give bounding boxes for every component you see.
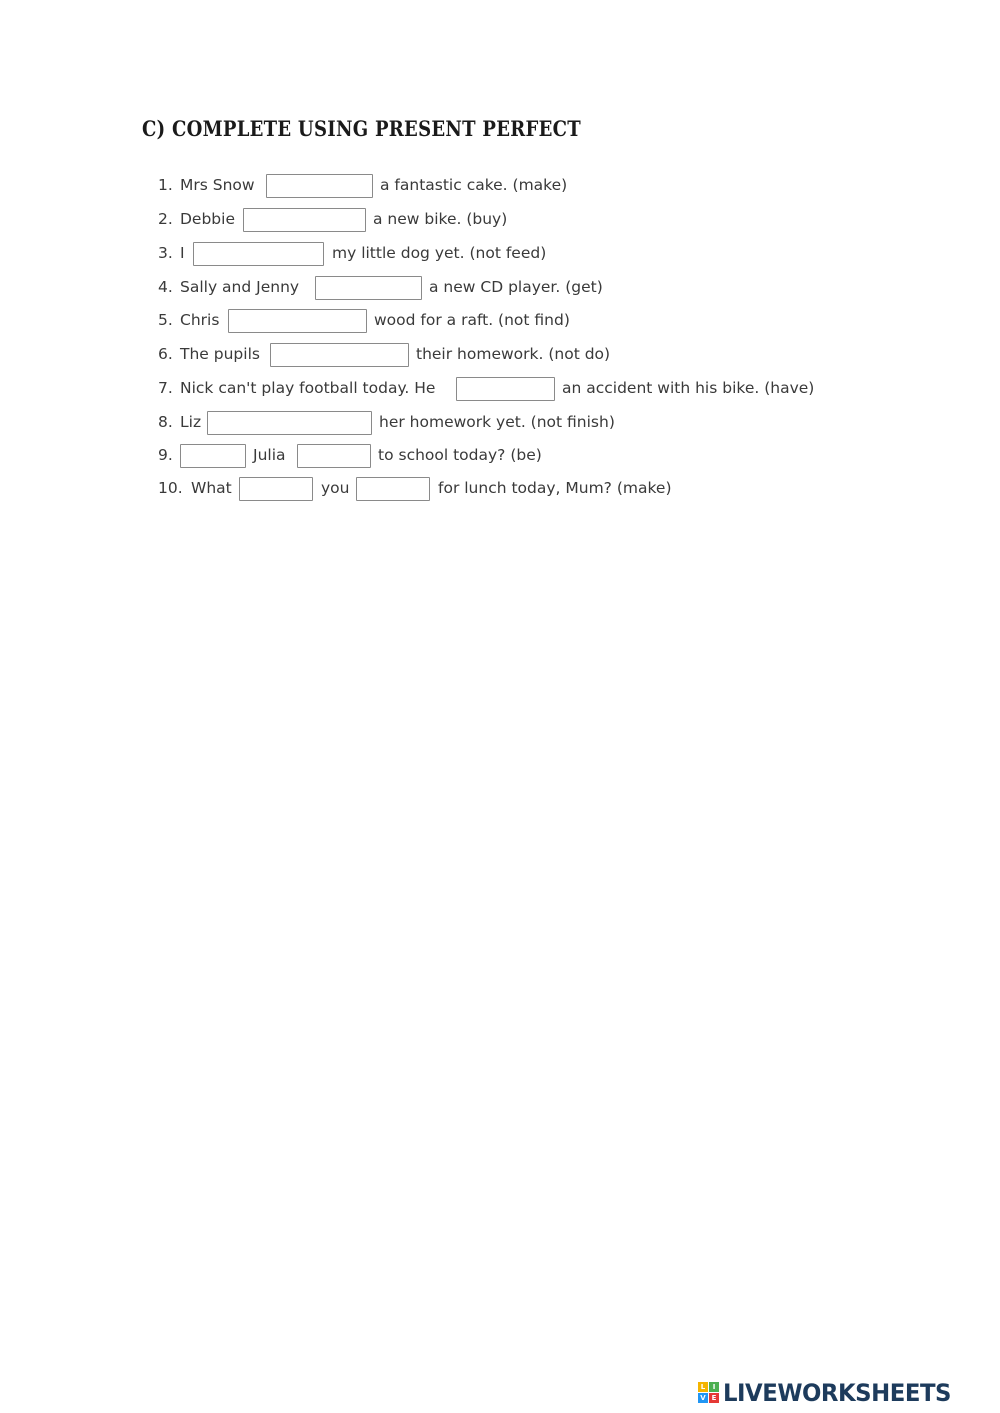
- item-text: Mrs Snow: [180, 176, 255, 194]
- answer-input-7[interactable]: [456, 377, 555, 401]
- worksheet-title: C) COMPLETE USING PRESENT PERFECT: [142, 116, 581, 141]
- answer-input-8[interactable]: [207, 411, 372, 435]
- exercise-item-3: [0, 242, 1000, 268]
- item-number: 5.: [158, 311, 173, 329]
- item-number: 3.: [158, 244, 173, 262]
- item-text: I: [180, 244, 185, 262]
- answer-input-5[interactable]: [228, 309, 367, 333]
- item-text: you: [321, 479, 350, 497]
- item-text: Julia: [253, 446, 286, 464]
- answer-input-2[interactable]: [243, 208, 366, 232]
- item-number: 10.: [158, 479, 183, 497]
- item-number: 7.: [158, 379, 173, 397]
- item-number: 9.: [158, 446, 173, 464]
- item-text: Nick can't play football today. He: [180, 379, 436, 397]
- answer-input-6[interactable]: [270, 343, 409, 367]
- exercise-item-8: [0, 411, 1000, 437]
- item-text: Sally and Jenny: [180, 278, 300, 296]
- item-number: 4.: [158, 278, 173, 296]
- exercise-item-7: [0, 377, 1000, 403]
- item-text: a new bike. (buy): [373, 210, 508, 228]
- exercise-item-10: [0, 477, 1000, 503]
- item-number: 8.: [158, 413, 173, 431]
- answer-input-9a[interactable]: [180, 444, 246, 468]
- exercise-item-9: [0, 444, 1000, 470]
- answer-input-10b[interactable]: [356, 477, 430, 501]
- item-text: wood for a raft. (not find): [374, 311, 570, 329]
- answer-input-1[interactable]: [266, 174, 373, 198]
- item-number: 1.: [158, 176, 173, 194]
- answer-input-9b[interactable]: [297, 444, 371, 468]
- logo-mark-letter: I: [709, 1382, 719, 1392]
- logo-mark-icon: [698, 1382, 720, 1404]
- answer-input-4[interactable]: [315, 276, 422, 300]
- exercise-item-2: [0, 208, 1000, 234]
- logo-mark-letter: E: [709, 1393, 719, 1403]
- item-text: their homework. (not do): [416, 345, 611, 363]
- exercise-item-6: [0, 343, 1000, 369]
- answer-input-3[interactable]: [193, 242, 324, 266]
- exercise-item-1: [0, 174, 1000, 200]
- item-text: The pupils: [180, 345, 260, 363]
- item-text: What: [191, 479, 232, 497]
- item-text: a new CD player. (get): [429, 278, 603, 296]
- item-number: 2.: [158, 210, 173, 228]
- item-text: Chris: [180, 311, 220, 329]
- item-text: Liz: [180, 413, 202, 431]
- logo-text: LIVEWORKSHEETS: [723, 1379, 951, 1407]
- answer-input-10a[interactable]: [239, 477, 313, 501]
- item-text: an accident with his bike. (have): [562, 379, 815, 397]
- exercise-item-4: [0, 276, 1000, 302]
- item-text: her homework yet. (not finish): [379, 413, 615, 431]
- item-text: Debbie: [180, 210, 235, 228]
- logo-mark-letter: L: [698, 1382, 708, 1392]
- item-text: to school today? (be): [378, 446, 542, 464]
- logo-mark-letter: V: [698, 1393, 708, 1403]
- item-text: a fantastic cake. (make): [380, 176, 568, 194]
- item-text: my little dog yet. (not feed): [332, 244, 547, 262]
- exercise-item-5: [0, 309, 1000, 335]
- item-text: for lunch today, Mum? (make): [438, 479, 672, 497]
- item-number: 6.: [158, 345, 173, 363]
- liveworksheets-logo: [698, 1379, 994, 1409]
